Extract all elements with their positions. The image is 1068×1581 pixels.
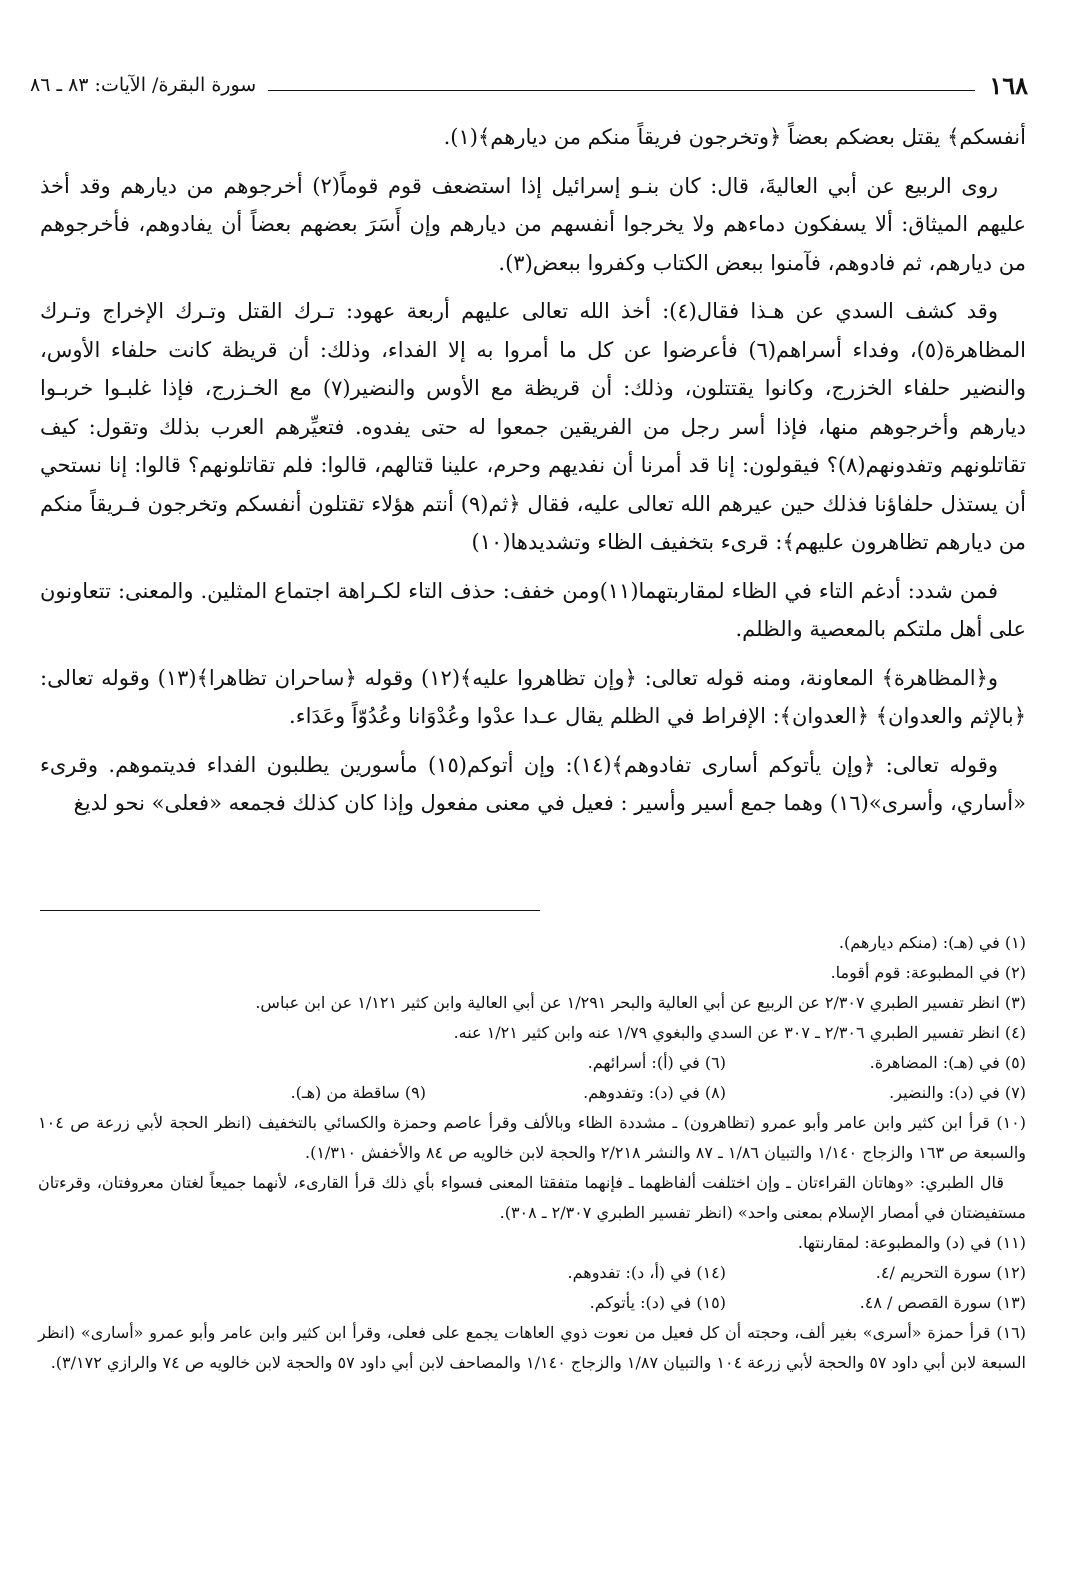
footnote-4: (٤) انظر تفسير الطبري ٢/٣٠٦ ـ ٣٠٧ عن السدي والبغوي ١/٧٩ عنه وابن كثير ١/٢١ عنه. [453,1023,1026,1042]
footnotes [38,928,1026,1378]
footnote-row-13-15 [38,1288,1026,1318]
footnote-3: (٣) انظر تفسير الطبري ٢/٣٠٧ عن الربيع عن أبي العالية والبحر ١/٢٩١ عن أبي العالية وابن كثير ١/١٢١ عن ابن عباس. [255,993,1026,1012]
footnote-16: (١٦) قرأ حمزة «أسرى» بغير ألف، وحجته أن كل فعيل من نعوت ذوي العاهات يجمع على فعلى، وقرأ ابن كثير وابن عامر وأبو عمرو «أسارى» (انظر السبعة لابن أبي داود ٥٧ والحجة لأبي زرعة ١٠٤ والتبيان ١/٨٧ والزجاج ١/١٤٠ والمصاحف لابن أبي داود ٥٧ والحجة لابن خالويه ص ٧٤ والرازي ٣/١٧٢). [38,1323,1026,1372]
footnote-1: (١) في (هـ): (منكم ديارهم). [838,933,1026,952]
footnote-15: (١٥) في (د): يأتوكم. [589,1293,726,1312]
footnote-10: (١٠) قرأ ابن كثير وابن عامر وأبو عمرو (تظاهرون) ـ مشددة الظاء وبالألف وقرأ عاصم وحمزة والكسائي بالتخفيف (انظر الحجة لأبي زرعة ص ١٠٤ والسبعة ص ١٦٣ والزجاج ١/١٤٠ والتبيان ١/٨٦ ـ ٨٧ والنشر ٢/٢١٨ والحجة لابن خالويه ص ٨٤ والأخفش ١/٣١٠). [38,1113,1026,1162]
footnote-separator [40,910,540,911]
footnote-2: (٢) في المطبوعة: قوم أقوما. [830,963,1026,982]
footnote-10-quote: قال الطبري: «وهاتان القراءتان ـ وإن اختلفت ألفاظهما ـ فإنهما متفقتا المعنى فسواء بأي ذلك قرأ القارىء، لأنهما جميعاً لغتان معروفتان، وقرءتان مستفيضتان في أمصار الإسلام بمعنى واحد» (انظر تفسير الطبري ٢/٣٠٧ ـ ٣٠٨). [38,1173,1026,1222]
page-header [30,68,1028,102]
footnote-7: (٧) في (د): والنضير. [889,1083,1026,1102]
paragraph-3: وقد كشف السدي عن هـذا فقال(٤): أخذ الله تعالى عليهم أربعة عهود: تـرك القتل وتـرك الإخراج وتـرك المظاهرة(٥)، وفداء أسراهم(٦) فأعرضوا عن كل ما أمروا به إلا الفداء، وذلك: أن قريظة كانت حلفاء الأوس، والنضير حلفاء الخزرج، وكانوا يقتتلون، وذلك: أن قريظة مع الأوس والنضير(٧) مع الخـزرج، فإذا غلبـوا خربـوا ديارهم وأخرجوهم منها، فإذا أسر رجل من الفريقين جمعوا له حتى يفدوه. فتعيِّرهم العرب بذلك وتقول: كيف تقاتلونهم وتفدونهم(٨)؟ فيقولون: إنا قد أمرنا أن نفديهم وحرم، علينا قتالهم، قالوا: فلم تقاتلونهم؟ قالوا: إنا نستحي أن يستذل حلفاؤنا فذلك حين عيرهم الله تعالى عليه، فقال ﴿ثم(٩) أنتم هؤلاء تقتلون أنفسكم وتخرجون فـريقاً منكم من ديارهم تظاهرون عليهم﴾: قرىء بتخفيف الظاء وتشديدها(١٠) [40,299,1027,554]
paragraph-6: وقوله تعالى: ﴿وإن يأتوكم أسارى تفادوهم﴾(١٤): وإن أتوكم(١٥) مأسورين يطلبون الفداء فديتموهم. وقرىء «أساري، وأسرى»(١٦) وهما جمع أسير وأسير : فعيل في معنى مفعول وإذا كان كذلك فجمعه «فعلى» نحو لديغ [40,752,1026,815]
main-text [40,118,1026,833]
running-title: سورة البقرة/ الآيات: ٨٣ ـ ٨٦ [30,74,257,96]
page-number: ١٦٨ [989,70,1028,100]
footnote-6: (٦) في (أ): أسرائهم. [587,1053,726,1072]
footnote-8: (٨) في (د): وتفدوهم. [583,1083,726,1102]
paragraph-1: أنفسكم﴾ يقتل بعضكم بعضاً ﴿وتخرجون فريقاً منكم من ديارهم﴾(١). [443,125,1026,149]
footnote-12: (١٢) سورة التحريم /٤. [875,1263,1026,1282]
footnote-row-5-6 [38,1048,1026,1078]
header-rule [268,90,975,91]
footnote-14: (١٤) في (أ، د): تفدوهم. [567,1263,726,1282]
paragraph-5: و﴿المظاهرة﴾ المعاونة، ومنه قوله تعالى: ﴿وإن تظاهروا عليه﴾(١٢) وقوله ﴿ساحران تظاهرا﴾(١٣) وقوله تعالى: ﴿بالإثم والعدوان﴾ ﴿العدوان﴾: الإفراط في الظلم يقال عـدا عدْوا وعُدْوَانا وعُدُوّاً وعَدَاء. [40,665,1026,728]
footnote-row-12-14 [38,1258,1026,1288]
footnote-5: (٥) في (هـ): المضاهرة. [869,1053,1026,1072]
paragraph-2: روى الربيع عن أبي العاليةَ، قال: كان بنـو إسرائيل إذا استضعف قوم قوماً(٢) أخرجوهم من ديارهم وقد أخذ عليهم الميثاق: ألا يسفكون دماءهم ولا يخرجوا أنفسهم من ديارهم وإن أَسَرَ بعضهم بعضاً أن يفادوهم، فأخرجوهم من ديارهم، ثم فادوهم، فآمنوا ببعض الكتاب وكفروا ببعض(٣). [40,173,1026,275]
footnote-11: (١١) في (د) والمطبوعة: لمقارنتها. [797,1233,1026,1252]
footnote-9: (٩) ساقطة من (هـ). [290,1083,426,1102]
footnote-13: (١٣) سورة القصص / ٤٨. [859,1293,1026,1312]
footnote-row-7-9 [38,1078,1026,1108]
paragraph-4: فمن شدد: أدغم التاء في الظاء لمقاربتهما(١١)ومن خفف: حذف التاء لكـراهة اجتماع المثلين. والمعنى: تتعاونون على أهل ملتكم بالمعصية والظلم. [40,578,1026,641]
